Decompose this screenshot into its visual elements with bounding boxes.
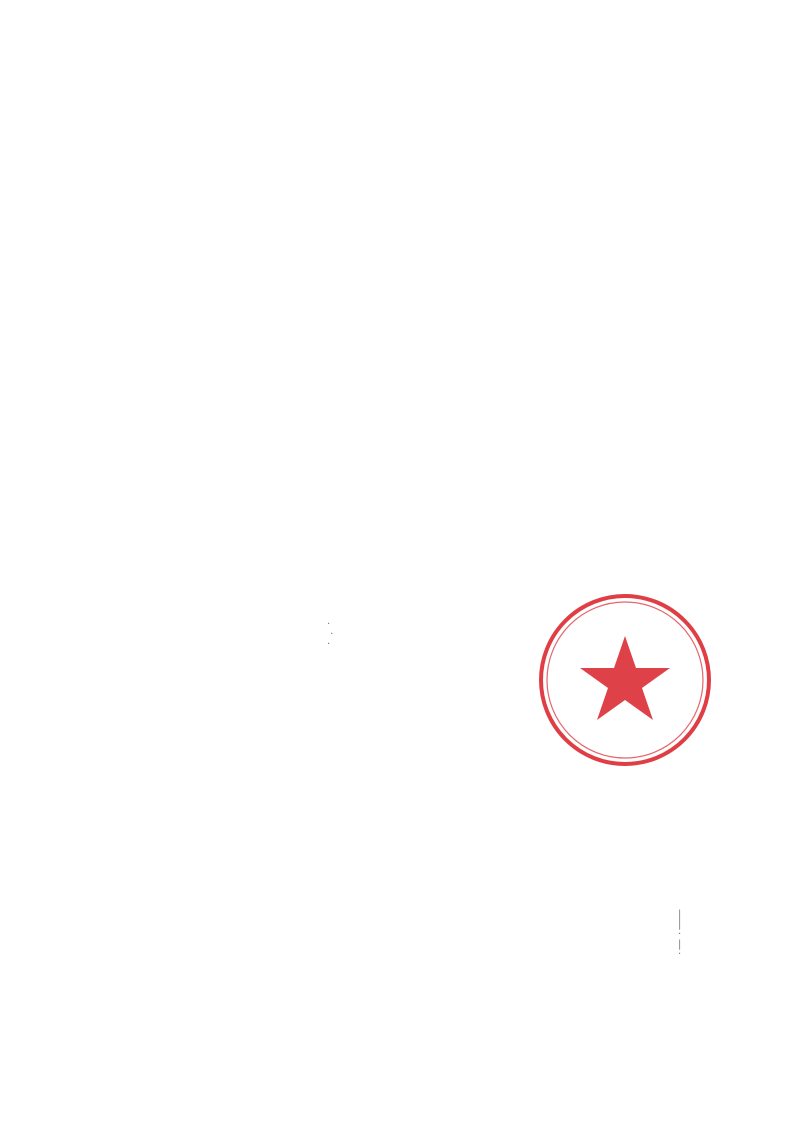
scan-speckle: · · · <box>327 619 334 650</box>
scan-speckle: | | · | · <box>678 909 682 960</box>
official-seal <box>535 590 715 770</box>
official-seal-graphic <box>535 590 715 770</box>
